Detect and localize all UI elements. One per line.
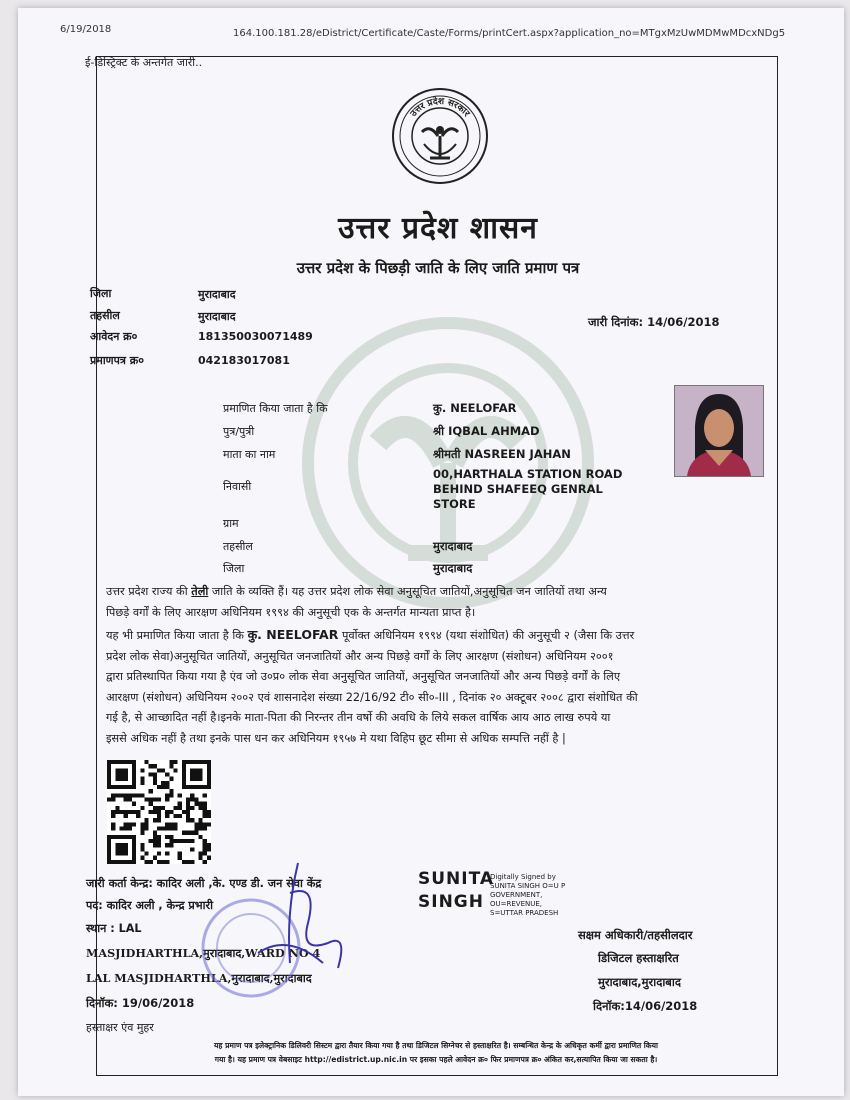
person-tehsil-value: मुरादाबाद <box>433 539 473 553</box>
paragraph-line: गई है, से आच्छादित नहीं है।इनके माता-पिता की निरन्तर तीन वर्षो की अवधि के लिये सकल वार्षिक आय आठ लाख रुपये या <box>106 711 611 724</box>
certificate-no-label: प्रमाणपत्र क्र० <box>90 354 144 367</box>
applicant-name: कु. NEELOFAR <box>433 401 517 415</box>
paragraph-line: यह भी प्रमाणित किया जाता है कि कु. NEELOFAR पूर्वोक्त अधिनियम १९९४ (यथा संशोधित) की अनुसूची २ (जैसा कि उत्तर <box>106 627 635 642</box>
issuer-post: पद: कादिर अली , केन्द्र प्रभारी <box>86 899 214 912</box>
issued-under-note: ई-डिस्ट्रिक्ट के अन्तर्गत जारी.. <box>85 56 203 69</box>
issuer-place: स्थान : LAL <box>86 922 142 935</box>
tehsil-label: तहसील <box>90 309 120 322</box>
certification-paragraph <box>106 625 774 749</box>
sign-and-seal-label: हस्ताक्षर एंव मुहर <box>86 1021 154 1034</box>
mother-label: माता का नाम <box>223 448 276 461</box>
signature-detail-line: SUNITA SINGH O=U P <box>490 882 566 890</box>
footer-note-line: गया है। यह प्रमाण पत्र वेबसाइट http://edistrict.up.nic.in पर इसका पहले आवेदन क्र० फिर प्रमाणपत्र क्र० अंकित कर,सत्यापित किया जा सकता है। <box>214 1055 658 1064</box>
resident-label: निवासी <box>223 480 252 493</box>
print-date: 6/19/2018 <box>60 24 112 35</box>
address <box>433 467 622 512</box>
signature-detail-line: OU=REVENUE, <box>490 900 543 908</box>
paragraph-line: प्रदेश लोक सेवा)अनुसूचित जातियों, अनुसूचित जनजातियों और अन्य पिछड़े वर्गों के लिए आरक्षण (संशोधन) अधिनियम २००१ <box>106 649 614 663</box>
district-value: मुरादाबाद <box>198 288 236 301</box>
paragraph-applicant-name: कु. NEELOFAR <box>247 627 339 642</box>
competent-authority: सक्षम अधिकारी/तहसीलदार <box>578 928 693 942</box>
person-tehsil-label: तहसील <box>223 540 253 553</box>
issuer-place-line: LAL MASJIDHARTHLA,मुरादाबाद,मुरादाबाद <box>86 971 312 985</box>
qr-code <box>107 760 211 864</box>
person-district-label: जिला <box>223 562 245 575</box>
paragraph-line: द्वारा प्रतिस्थापित किया गया है एंव जो उ०प्र० लोक सेवा अनुसूचित जातियों, अनुसूचित जनजातियों और अन्य पिछड़े वर्गों के लिए <box>106 670 621 683</box>
paragraph-line: उत्तर प्रदेश राज्य की तेली जाति के व्यक्ति हैं। यह उत्तर प्रदेश लोक सेवा अनुसूचित जातियों,अनुसूचित जन जातियों तथा अन्य <box>106 585 607 598</box>
issuer-date: दिनॉक: 19/06/2018 <box>86 996 195 1010</box>
digital-signature-first: SUNITA <box>418 869 495 889</box>
issuer-place-line: MASJIDHARTHLA,मुरादाबाद,WARD NO 4 <box>86 946 321 960</box>
mother-name: श्रीमती NASREEN JAHAN <box>433 447 571 461</box>
digital-signature-last: SINGH <box>418 892 484 912</box>
issuing-centre: जारी कर्ता केन्द्र: कादिर अली ,के. एण्ड डी. जन सेवा केंद्र <box>86 877 322 890</box>
signature-detail-line: S=UTTAR PRADESH <box>490 909 559 917</box>
authority-place: मुरादाबाद,मुरादाबाद <box>598 975 681 989</box>
certify-label: प्रमाणित किया जाता है कि <box>223 402 328 415</box>
certificate-no-value: 042183017081 <box>198 354 290 367</box>
digitally-signed-label: डिजिटल हस्ताक्षरित <box>598 951 679 965</box>
emblem-text: उत्तर प्रदेश सरकार <box>408 96 472 119</box>
issue-date-label: जारी दिनांक: <box>588 315 644 329</box>
district-label: जिला <box>90 287 112 300</box>
paragraph-line: इससे अधिक नहीं है तथा इनके पास धन कर अधिनियम १९५७ मे यथा विहिप छूट सीमा से अधिक सम्पत्ति नहीं है | <box>106 731 566 745</box>
issue-date <box>588 315 720 330</box>
father-name: श्री IQBAL AHMAD <box>433 424 540 438</box>
person-district-value: मुरादाबाद <box>433 561 473 575</box>
authority-date: दिनॉक:14/06/2018 <box>593 999 698 1013</box>
tehsil-value: मुरादाबाद <box>198 310 236 323</box>
print-url: 164.100.181.28/eDistrict/Certificate/Caste/Forms/printCert.aspx?application_no=MTgxMzUwMDMwMDcxNDg5 <box>233 28 786 39</box>
address-line: STORE <box>433 497 476 511</box>
caste-paragraph <box>106 582 774 623</box>
issue-date-value: 14/06/2018 <box>647 315 720 329</box>
document-subtitle: उत्तर प्रदेश के पिछड़ी जाति के लिए जाति प्रमाण पत्र <box>296 259 580 277</box>
applicant-photo <box>674 385 764 477</box>
up-government-emblem-icon <box>390 86 490 186</box>
parent-label: पुत्र/पुत्री <box>223 425 255 438</box>
certificate-page <box>18 8 844 1096</box>
address-line: 00,HARTHALA STATION ROAD <box>433 467 623 481</box>
footer-note-line: यह प्रमाण पत्र इलेक्ट्रानिक डिलिवरी सिस्टम द्वारा तैयार किया गया है तथा डिजिटल सिग्नेचर से हस्ताक्षरित है। सम्बन्धित केन्द्र के अधिकृत कर्मी द्वारा प्रमाणित किया <box>214 1041 658 1050</box>
application-no-label: आवेदन क्र० <box>90 330 138 343</box>
signature-detail-line: Digitally Signed by <box>490 873 556 881</box>
digital-signature-details <box>490 873 565 918</box>
village-label: ग्राम <box>223 517 239 530</box>
paragraph-line: आरक्षण (संशोधन) अधिनियम २००२ एवं शासनादेश संख्या 22/16/92 टी० सी०-III , दिनांक २० अक्टूबर २००८ द्वारा संशोधित की <box>106 690 638 704</box>
document-title: उत्तर प्रदेश शासन <box>338 211 538 246</box>
caste-name: तेली <box>191 585 209 598</box>
signature-detail-line: GOVERNMENT, <box>490 891 543 899</box>
issuer-handwritten-signature-icon <box>228 853 368 983</box>
paragraph-line: पिछड़े वर्गों के लिए आरक्षण अधिनियम १९९४ की अनुसूची एक के अन्तर्गत मान्यता प्राप्त है। <box>106 605 476 619</box>
address-line: BEHIND SHAFEEQ GENRAL <box>433 482 603 496</box>
application-no-value: 181350030071489 <box>198 330 313 343</box>
